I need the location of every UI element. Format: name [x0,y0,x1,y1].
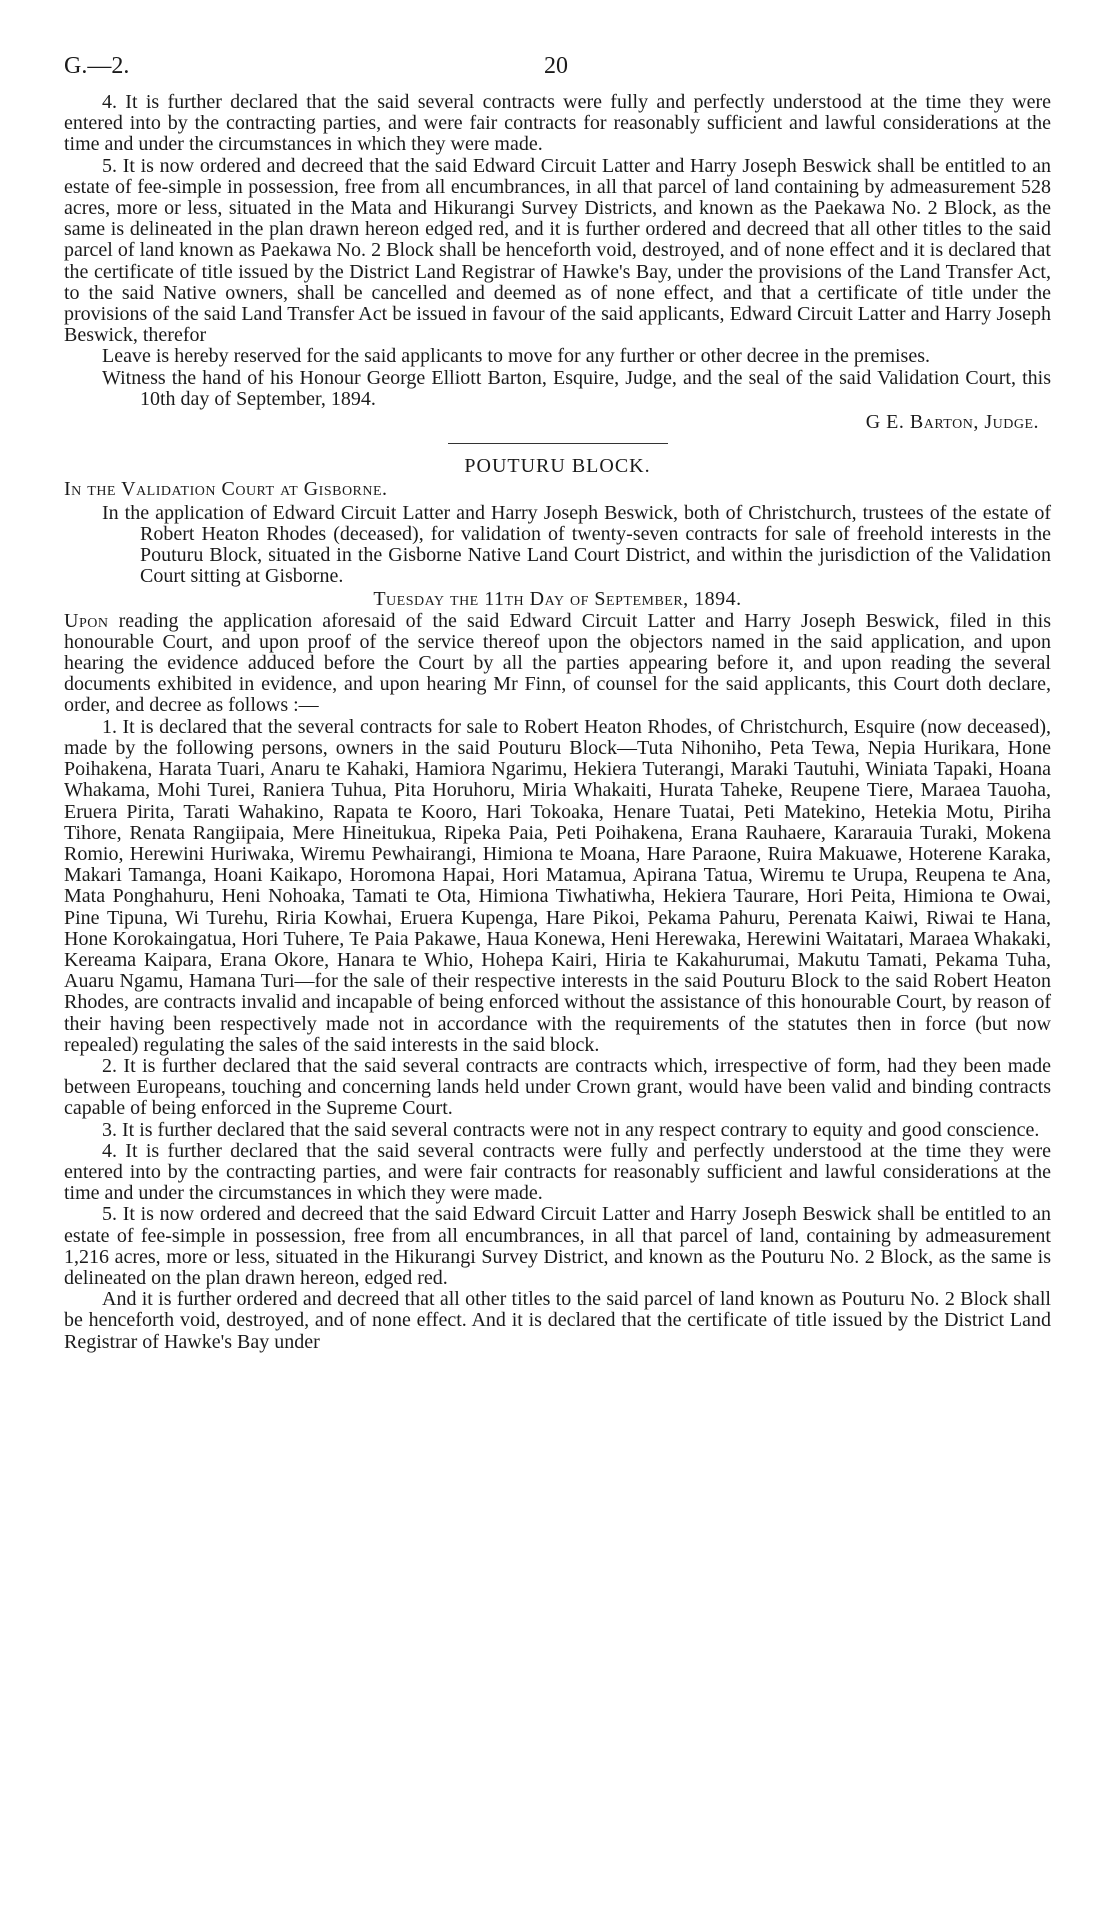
section-divider [448,443,668,444]
application-paragraph: In the application of Edward Circuit Latter and Harry Joseph Beswick, both of Christchurch, trustees of the estate of Robert Heaton Rhodes (deceased), for validation of twenty-seven contracts for sale of freehold interests in the Pouturu Block, situated in the Gisborne Native Land Court District, and within the jurisdiction of the Validation Court sitting at Gisborne. [102,501,1051,588]
pouturu-clause-4: 4. It is further declared that the said several contracts were fully and perfectly understood at the time they were entered into by the contracting parties, and were fair contracts for reasonably sufficient and lawful considerations at the time and under the circumstances in which they were made. [64,1139,1051,1205]
pouturu-clause-3: 3. It is further declared that the said several contracts were not in any respect contrary to equity and good conscience. [102,1118,1040,1141]
court-heading: In the Validation Court at Gisborne. [64,478,388,501]
document-page [64,53,1051,1353]
pouturu-clause-6: And it is further ordered and decreed that all other titles to the said parcel of land known as Pouturu No. 2 Block shall be henceforth void, destroyed, and of none effect. And it is declared that the certificate of title issued by the District Land Registrar of Hawke's Bay under [64,1288,1051,1353]
leave-reserved-paragraph: Leave is hereby reserved for the said applicants to move for any further or other decree in the premises. [102,345,930,368]
pouturu-clause-5: 5. It is now ordered and decreed that the said Edward Circuit Latter and Harry Joseph Beswick shall be entitled to an estate of fee-simple in possession, free from all encumbrances, in all that parcel of land, containing by admeasurement 1,216 acres, more or less, situated in the Hikurangi Survey District, and known as the Pouturu No. 2 Block, as the same is delineated on the plan drawn hereon, edged red. [64,1203,1051,1289]
judge-signature: G E. Barton, Judge. [865,411,1039,434]
upon-lead-word: Upon [64,609,109,632]
paekawa-clause-4: 4. It is further declared that the said several contracts were fully and perfectly understood at the time they were entered into by the contracting parties, and were fair contracts for reasonably sufficient and lawful considerations at the time and under the circumstances in which they were made. [64,91,1051,156]
upon-text: reading the application aforesaid of the said Edward Circuit Latter and Harry Joseph Beswick, filed in this honourable Court, and upon proof of the service thereof upon the objectors named in the said application, and upon hearing the evidence adduced before the Court by all the parties appearing before it, and upon reading the several documents exhibited in evidence, and upon hearing Mr Finn, of counsel for the said applicants, this Court doth declare, order, and decree as follows :— [64,609,1051,717]
pouturu-clause-1: 1. It is declared that the several contracts for sale to Robert Heaton Rhodes, of Christchurch, Esquire (now deceased), made by the following persons, owners in the said Pouturu Block—Tuta Nihoniho, Peta Tewa, Nepia Hurikara, Hone Poihakena, Harata Tuari, Anaru te Kahaki, Hamiora Ngarimu, Hekiera Tuterangi, Maraki Tautuhi, Winiata Tapaki, Hoana Whakama, Mohi Turei, Raniera Tuhua, Pita Horuhoru, Miria Whakaiti, Hurata Taheke, Reupene Tiere, Maraea Tauoha, Eruera Pirita, Tarati Wahakino, Rapata te Kooro, Hari Tokoaka, Henare Tuatai, Peti Matekino, Hetekia Motu, Piriha Tihore, Renata Rangiipaia, Mere Hineitukua, Ripeka Paia, Peti Poihakena, Erana Rauhaere, Kararauia Turaki, Mokena Romio, Herewini Huriwaka, Wiremu Pewhairangi, Himiona te Moana, Hare Paraone, Ruira Makuawe, Hoterene Karaka, Makari Tamanga, Hoani Kaikapo, Horomona Hapai, Hori Matamua, Apirana Tatua, Wiremu te Urupa, Reupena te Ana, Mata Ponghahuru, Heni Nohoaka, Tamati te Ota, Himiona Tiwhatiwha, Hekiera Taurare, Hori Peita, Himiona te Owai, Pine Tipuna, Wi Turehu, Riria Kowhai, Eruera Kupenga, Hare Pikoi, Pekama Pahuru, Perenata Kaiwi, Riwai te Hana, Hone Korokaingatua, Hori Tuhere, Te Paia Pakawe, Haua Konewa, Heni Herewaka, Herewini Waitatari, Maraea Whakaki, Kereama Kaipara, Erana Okore, Hanara te Whio, Hohepa Kairi, Hiria te Kakahurumai, Makutu Tamati, Pekama Tuha, Auaru Ngamu, Hamana Turi—for the sale of their respective interests in the said Pouturu Block to the said Robert Heaton Rhodes, are contracts invalid and incapable of being enforced without the assistance of this honourable Court, by reason of their having been respectively made not in accordance with the requirements of the statutes then in force (but now repealed) regulating the sales of the said interests in the said block. [64,715,1051,1056]
pouturu-clause-2: 2. It is further declared that the said several contracts are contracts which, irrespective of form, had they been made between Europeans, touching and concerning lands held under Crown grant, would have been valid and binding contracts capable of being enforced in the Supreme Court. [64,1054,1051,1120]
document-reference: G.—2. [64,53,130,79]
section-title: POUTURU BLOCK. [464,455,651,478]
page-number: 20 [544,53,568,79]
hearing-date: Tuesday the 11th Day of September, 1894. [373,588,742,611]
upon-paragraph [64,611,1051,717]
page-header [64,53,1051,92]
paekawa-clause-5: 5. It is now ordered and decreed that the said Edward Circuit Latter and Harry Joseph Beswick shall be entitled to an estate of fee-simple in possession, free from all encumbrances, in all that parcel of land containing by admeasurement 528 acres, more or less, situated in the Mata and Hikurangi Survey Districts, and known as the Paekawa No. 2 Block, as the same is delineated in the plan drawn hereon edged red, and it is further ordered and decreed that all other titles to the said parcel of land known as Paekawa No. 2 Block shall be henceforth void, destroyed, and of none effect and it is declared that the certificate of title issued by the District Land Registrar of Hawke's Bay, under the provisions of the Land Transfer Act, to the said Native owners, shall be cancelled and deemed as of none effect, and that a certificate of title under the provisions of the said Land Transfer Act be issued in favour of the said applicants, Edward Circuit Latter and Harry Joseph Beswick, therefor [64,154,1051,347]
witness-paragraph: Witness the hand of his Honour George Elliott Barton, Esquire, Judge, and the seal of the said Validation Court, this 10th day of September, 1894. [102,366,1051,410]
